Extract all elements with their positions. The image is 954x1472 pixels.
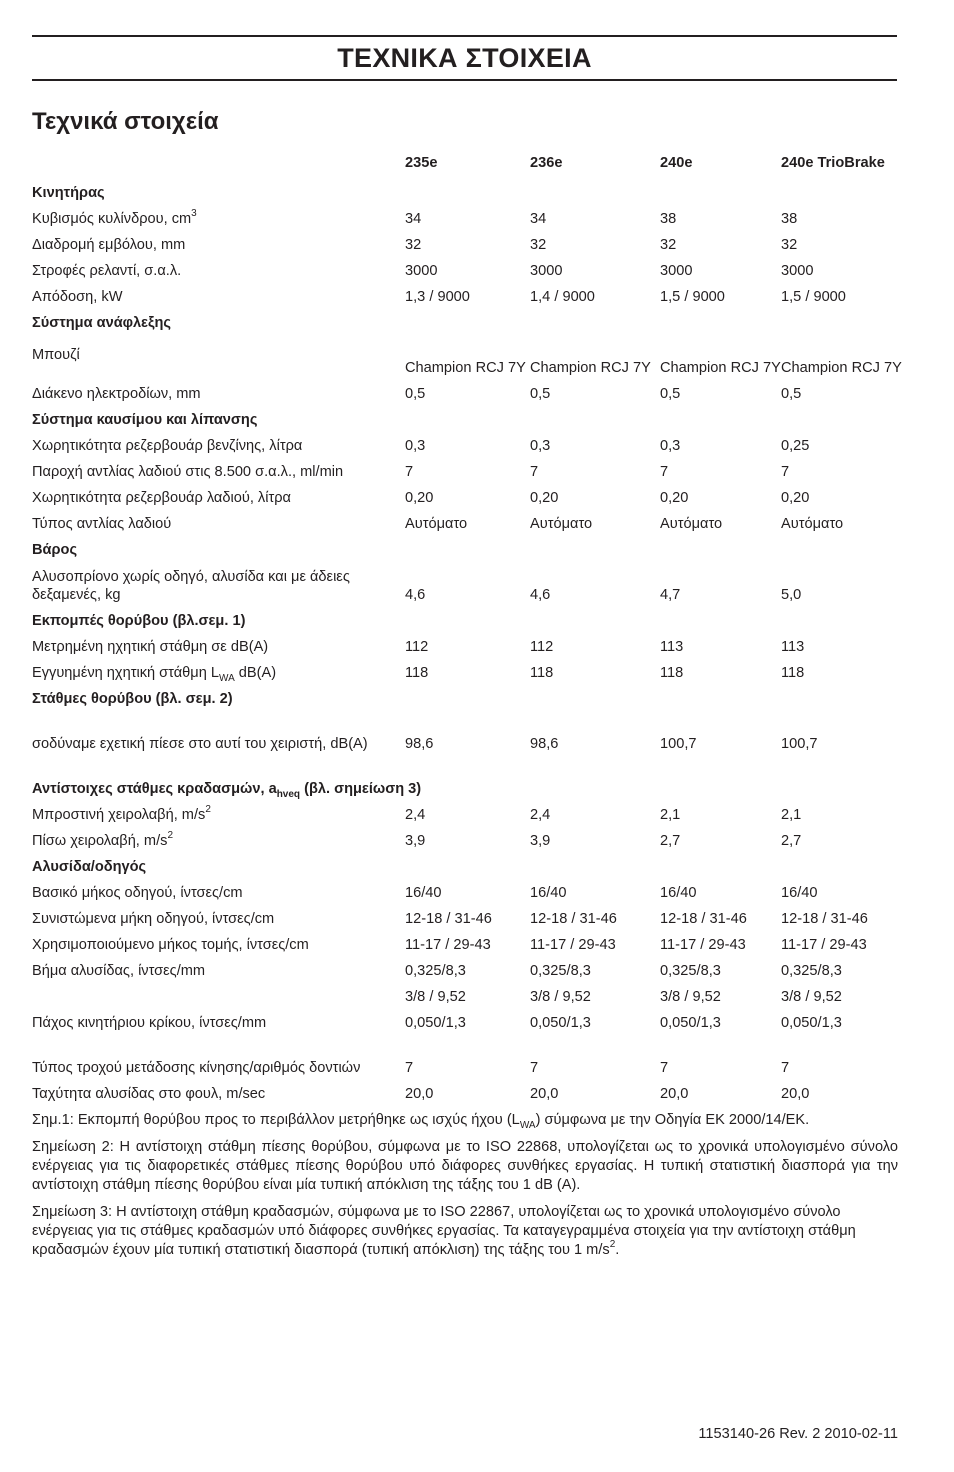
cell-value: 0,3 bbox=[660, 438, 681, 454]
cell-value: 118 bbox=[405, 665, 429, 681]
table-row bbox=[32, 928, 902, 954]
cell-value: 2,7 bbox=[781, 833, 802, 849]
row-label bbox=[32, 630, 405, 656]
cell-value: 0,050/1,3 bbox=[781, 1015, 842, 1031]
cell-value: 112 bbox=[405, 639, 429, 655]
cell-value: 32 bbox=[530, 237, 547, 253]
cell-value: 0,3 bbox=[530, 438, 551, 454]
cell-value: 0,5 bbox=[405, 386, 426, 402]
cell-value: 20,0 bbox=[530, 1086, 559, 1102]
row-label-subscript: hveq bbox=[276, 788, 301, 800]
row-label-text: Χωρητικότητα ρεζερβουάρ βενζίνης, λίτρα bbox=[32, 438, 303, 454]
cell-value: 7 bbox=[781, 464, 790, 480]
row-label-text: Απόδοση, kW bbox=[32, 289, 123, 305]
section-heading bbox=[32, 403, 902, 429]
row-label-text-end: (βλ. σημείωση 3) bbox=[300, 781, 422, 797]
cell-value: 4,6 bbox=[530, 587, 551, 603]
note-3-superscript: 2 bbox=[609, 1239, 616, 1251]
cell-value: 34 bbox=[530, 211, 547, 227]
table-row bbox=[32, 202, 902, 228]
cell-value: 7 bbox=[530, 464, 539, 480]
cell-value: 16/40 bbox=[405, 885, 442, 901]
cell-value: 34 bbox=[405, 211, 422, 227]
table-row bbox=[32, 954, 902, 980]
row-label bbox=[32, 455, 405, 481]
cell-value: 0,25 bbox=[781, 438, 810, 454]
cell-value: 2,1 bbox=[660, 807, 681, 823]
row-label bbox=[32, 280, 405, 306]
row-label bbox=[32, 332, 405, 377]
cell-value: 118 bbox=[781, 665, 805, 681]
cell-value: Αυτόματο bbox=[781, 516, 844, 532]
row-label bbox=[32, 507, 405, 533]
row-label-subscript: WA bbox=[219, 672, 235, 684]
row-label-text: Εκπομπές θορύβου (βλ.σεμ. 1) bbox=[32, 613, 246, 629]
row-label bbox=[32, 1006, 405, 1032]
row-label bbox=[32, 954, 405, 980]
cell-value: 7 bbox=[660, 464, 669, 480]
section-heading bbox=[32, 850, 902, 876]
cell-value: 1,4 / 9000 bbox=[530, 289, 595, 305]
cell-value: 3/8 / 9,52 bbox=[405, 989, 466, 1005]
table-row bbox=[32, 980, 902, 1006]
row-label-text: Στάθμες θορύβου (βλ. σεμ. 2) bbox=[32, 691, 233, 707]
table-row bbox=[32, 824, 902, 850]
note-1-subscript: WA bbox=[519, 1119, 536, 1131]
row-label-text: Στροφές ρελαντί, σ.α.λ. bbox=[32, 263, 182, 279]
row-label bbox=[32, 708, 405, 753]
row-label-text: Σύστημα ανάφλεξης bbox=[32, 315, 171, 331]
table-row bbox=[32, 228, 902, 254]
table-row bbox=[32, 455, 902, 481]
row-label-text: Παροχή αντλίας λαδιού στις 8.500 σ.α.λ., ml/min bbox=[32, 464, 344, 480]
cell-value: Αυτόματο bbox=[530, 516, 593, 532]
row-label bbox=[32, 1032, 405, 1077]
cell-value: 12-18 / 31-46 bbox=[530, 911, 617, 927]
cell-value: 0,050/1,3 bbox=[660, 1015, 721, 1031]
table-row bbox=[32, 254, 902, 280]
row-label-text: Χωρητικότητα ρεζερβουάρ λαδιού, λίτρα bbox=[32, 490, 291, 506]
cell-value: 16/40 bbox=[781, 885, 818, 901]
column-header: 240e bbox=[660, 155, 693, 171]
cell-value: 16/40 bbox=[530, 885, 567, 901]
row-label-text: Τύπος τροχού μετάδοσης κίνησης/αριθμός δοντιών bbox=[32, 1060, 361, 1076]
cell-value: 2,7 bbox=[660, 833, 681, 849]
cell-value: 7 bbox=[405, 1060, 414, 1076]
cell-value: 20,0 bbox=[405, 1086, 434, 1102]
section-heading bbox=[32, 682, 902, 708]
cell-value: 0,325/8,3 bbox=[660, 963, 721, 979]
row-label-text: Πίσω χειρολαβή, m/s bbox=[32, 833, 168, 849]
row-label-text: Αλυσίδα/οδηγός bbox=[32, 859, 147, 875]
row-label bbox=[32, 559, 405, 604]
row-label bbox=[32, 980, 405, 1006]
cell-value: 11-17 / 29-43 bbox=[405, 937, 491, 953]
row-label bbox=[32, 481, 405, 507]
section-heading-row bbox=[32, 850, 902, 876]
cell-value: 0,050/1,3 bbox=[405, 1015, 466, 1031]
note-3-text-end: . bbox=[615, 1242, 620, 1258]
cell-value: 16/40 bbox=[660, 885, 697, 901]
row-label-text: Κυβισμός κυλίνδρου, cm bbox=[32, 211, 192, 227]
cell-value: 98,6 bbox=[530, 736, 559, 752]
table-row bbox=[32, 280, 902, 306]
table-row bbox=[32, 798, 902, 824]
cell-value: 100,7 bbox=[660, 736, 697, 752]
cell-value: 0,050/1,3 bbox=[530, 1015, 591, 1031]
cell-value: 7 bbox=[660, 1060, 669, 1076]
row-label bbox=[32, 202, 405, 228]
row-label-text: Κινητήρας bbox=[32, 185, 105, 201]
cell-value: 32 bbox=[660, 237, 677, 253]
row-label bbox=[32, 928, 405, 954]
table-row bbox=[32, 507, 902, 533]
cell-value: 0,325/8,3 bbox=[530, 963, 591, 979]
cell-value: Champion RCJ 7Y bbox=[781, 360, 902, 376]
section-heading bbox=[32, 604, 902, 630]
row-label bbox=[32, 254, 405, 280]
section-heading-row bbox=[32, 533, 902, 559]
row-label bbox=[32, 798, 405, 824]
section-heading-row bbox=[32, 176, 902, 202]
cell-value: 7 bbox=[781, 1060, 790, 1076]
row-label-text: Πάχος κινητήριου κρίκου, ίντσες/mm bbox=[32, 1015, 267, 1031]
cell-value: 12-18 / 31-46 bbox=[660, 911, 747, 927]
row-label-text: Μπουζί bbox=[32, 346, 80, 363]
row-label bbox=[32, 429, 405, 455]
row-label-text: Διάκενο ηλεκτροδίων, mm bbox=[32, 386, 201, 402]
cell-value: 2,1 bbox=[781, 807, 802, 823]
row-label-text: σοδύναμε εχετική πίεσε στο αυτί του χειριστή, dB(A) bbox=[32, 736, 368, 752]
cell-value: 3,9 bbox=[530, 833, 551, 849]
note-2: Σημείωση 2: Η αντίστοιχη στάθμη πίεσης θορύβου, σύμφωνα με το ISO 22868, υπολογίζεται ως το χρονικά υπολογισμένο σύνολο ενέργειας για τις διαφορετικές στάθμες πίεσης θορύβου υπό διάφορες συνθήκες εργασίας. Η τυπική στατιστική διασπορά για την αντίστοιχη στάθμη πίεσης θορύβου είναι μία τυπική απόκλιση της τάξης του 1 dB (A). bbox=[32, 1139, 898, 1193]
row-label bbox=[32, 824, 405, 850]
cell-value: 113 bbox=[781, 639, 805, 655]
cell-value: 12-18 / 31-46 bbox=[781, 911, 868, 927]
cell-value: 100,7 bbox=[781, 736, 818, 752]
row-label-text: Χρησιμοποιούμενο μήκος τομής, ίντσες/cm bbox=[32, 937, 309, 953]
section-heading bbox=[32, 753, 902, 798]
cell-value: 20,0 bbox=[660, 1086, 689, 1102]
table-row bbox=[32, 332, 902, 377]
table-row bbox=[32, 902, 902, 928]
table-row bbox=[32, 1077, 902, 1103]
cell-value: 3,9 bbox=[405, 833, 426, 849]
cell-value: 3/8 / 9,52 bbox=[781, 989, 842, 1005]
cell-value: Champion RCJ 7Y bbox=[405, 360, 526, 376]
cell-value: 32 bbox=[781, 237, 798, 253]
row-label-text: Βασικό μήκος οδηγού, ίντσες/cm bbox=[32, 885, 243, 901]
cell-value: 1,3 / 9000 bbox=[405, 289, 470, 305]
cell-value: 32 bbox=[405, 237, 422, 253]
table-row bbox=[32, 876, 902, 902]
row-label-text: Βάρος bbox=[32, 542, 78, 558]
section-heading bbox=[32, 306, 902, 332]
cell-value: 0,20 bbox=[660, 490, 689, 506]
cell-value: 5,0 bbox=[781, 587, 802, 603]
cell-value: 3000 bbox=[660, 263, 693, 279]
section-title: Τεχνικά στοιχεία bbox=[32, 108, 219, 135]
column-header: 240e TrioBrake bbox=[781, 155, 885, 171]
row-label bbox=[32, 876, 405, 902]
cell-value: 11-17 / 29-43 bbox=[530, 937, 616, 953]
cell-value: 11-17 / 29-43 bbox=[781, 937, 867, 953]
cell-value: 3000 bbox=[781, 263, 814, 279]
cell-value: 0,20 bbox=[405, 490, 434, 506]
spec-table bbox=[32, 150, 902, 1103]
section-heading-row bbox=[32, 403, 902, 429]
cell-value: 38 bbox=[660, 211, 677, 227]
cell-value: 4,6 bbox=[405, 587, 426, 603]
table-row bbox=[32, 377, 902, 403]
column-header: 236e bbox=[530, 155, 563, 171]
note-1-text: Σημ.1: Εκπομπή θορύβου προς το περιβάλλον μετρήθηκε ως ισχύς ήχου (L bbox=[32, 1112, 520, 1128]
cell-value: 38 bbox=[781, 211, 798, 227]
cell-value: 0,20 bbox=[781, 490, 810, 506]
column-header-blank bbox=[32, 150, 405, 176]
cell-value: 0,3 bbox=[405, 438, 426, 454]
note-1 bbox=[32, 1111, 898, 1130]
note-1-text-end: ) σύμφωνα με την Οδηγία ΕΚ 2000/14/ΕΚ. bbox=[535, 1112, 810, 1128]
cell-value: 0,325/8,3 bbox=[781, 963, 842, 979]
table-row bbox=[32, 481, 902, 507]
cell-value: Champion RCJ 7Y bbox=[660, 360, 781, 376]
cell-value: 0,5 bbox=[660, 386, 681, 402]
row-label bbox=[32, 228, 405, 254]
table-row bbox=[32, 656, 902, 682]
row-label bbox=[32, 377, 405, 403]
row-label-text: Βήμα αλυσίδας, ίντσες/mm bbox=[32, 963, 206, 979]
cell-value: 3000 bbox=[405, 263, 438, 279]
cell-value: 118 bbox=[660, 665, 684, 681]
cell-value: 98,6 bbox=[405, 736, 434, 752]
page-header-title: ΤΕΧΝΙΚΑ ΣΤΟΙΧΕΙΑ bbox=[32, 35, 897, 81]
cell-value: Αυτόματο bbox=[660, 516, 723, 532]
cell-value: 113 bbox=[660, 639, 684, 655]
table-row bbox=[32, 429, 902, 455]
cell-value: Αυτόματο bbox=[405, 516, 468, 532]
cell-value: 2,4 bbox=[530, 807, 551, 823]
cell-value: 20,0 bbox=[781, 1086, 810, 1102]
row-label bbox=[32, 902, 405, 928]
section-heading-row bbox=[32, 682, 902, 708]
cell-value: 0,5 bbox=[781, 386, 802, 402]
cell-value: 0,5 bbox=[530, 386, 551, 402]
cell-value: 7 bbox=[530, 1060, 539, 1076]
row-label-text: Αλυσοπρίονο χωρίς οδηγό, αλυσίδα και με άδειες δεξαμενές, kg bbox=[32, 569, 350, 603]
section-heading bbox=[32, 533, 902, 559]
note-3-text: Σημείωση 3: Η αντίστοιχη στάθμη κραδασμών, σύμφωνα με το ISO 22867, υπολογίζεται ως το χρονικά υπολογισμένο σύνολο ενέργειας για τις στάθμες κραδασμών υπό διάφορες συνθήκες εργασίας. Τα καταγεγραμμένα στοιχεία για την αντίστοιχη στάθμη κραδασμών έχουν μία τυπική στατιστική διασπορά (τυπική απόκλιση) της τάξης του 1 m/s bbox=[32, 1204, 856, 1258]
cell-value: 3/8 / 9,52 bbox=[530, 989, 591, 1005]
column-header-row bbox=[32, 150, 902, 176]
table-row bbox=[32, 630, 902, 656]
cell-value: 12-18 / 31-46 bbox=[405, 911, 492, 927]
cell-value: 118 bbox=[530, 665, 554, 681]
table-row bbox=[32, 1032, 902, 1077]
cell-value: 112 bbox=[530, 639, 554, 655]
cell-value: 11-17 / 29-43 bbox=[660, 937, 746, 953]
section-heading bbox=[32, 176, 902, 202]
row-label-text: Σύστημα καυσίμου και λίπανσης bbox=[32, 412, 258, 428]
row-label-text: Αντίστοιχες στάθμες κραδασμών, a bbox=[32, 781, 277, 797]
note-3 bbox=[32, 1203, 898, 1260]
row-label-text: Μπροστινή χειρολαβή, m/s bbox=[32, 807, 206, 823]
section-heading-row bbox=[32, 306, 902, 332]
row-label bbox=[32, 1077, 405, 1103]
table-row bbox=[32, 559, 902, 604]
cell-value: 1,5 / 9000 bbox=[660, 289, 725, 305]
document-revision: 1153140-26 Rev. 2 2010-02-11 bbox=[698, 1426, 898, 1442]
row-label-superscript: 2 bbox=[167, 830, 173, 842]
cell-value: 4,7 bbox=[660, 587, 681, 603]
cell-value: 3000 bbox=[530, 263, 563, 279]
cell-value: 3/8 / 9,52 bbox=[660, 989, 721, 1005]
row-label-superscript: 3 bbox=[191, 208, 197, 220]
cell-value: 2,4 bbox=[405, 807, 426, 823]
row-label-text: Μετρημένη ηχητική στάθμη σε dB(A) bbox=[32, 639, 269, 655]
row-label-text: Εγγυημένη ηχητική στάθμη L bbox=[32, 665, 219, 681]
cell-value: 0,325/8,3 bbox=[405, 963, 466, 979]
cell-value: 7 bbox=[405, 464, 414, 480]
notes bbox=[32, 1111, 898, 1268]
cell-value: 1,5 / 9000 bbox=[781, 289, 846, 305]
row-label-text: Συνιστώμενα μήκη οδηγού, ίντσες/cm bbox=[32, 911, 275, 927]
row-label-text: Διαδρομή εμβόλου, mm bbox=[32, 237, 186, 253]
section-heading-row bbox=[32, 753, 902, 798]
table-row bbox=[32, 1006, 902, 1032]
cell-value: Champion RCJ 7Y bbox=[530, 360, 651, 376]
cell-value: 0,20 bbox=[530, 490, 559, 506]
row-label bbox=[32, 656, 405, 682]
column-header: 235e bbox=[405, 155, 438, 171]
row-label-text: Ταχύτητα αλυσίδας στο φουλ, m/sec bbox=[32, 1086, 266, 1102]
row-label-text: Τύπος αντλίας λαδιού bbox=[32, 516, 172, 532]
table-row bbox=[32, 708, 902, 753]
row-label-superscript: 2 bbox=[205, 804, 211, 816]
section-heading-row bbox=[32, 604, 902, 630]
row-label-text-end: dB(A) bbox=[234, 665, 277, 681]
